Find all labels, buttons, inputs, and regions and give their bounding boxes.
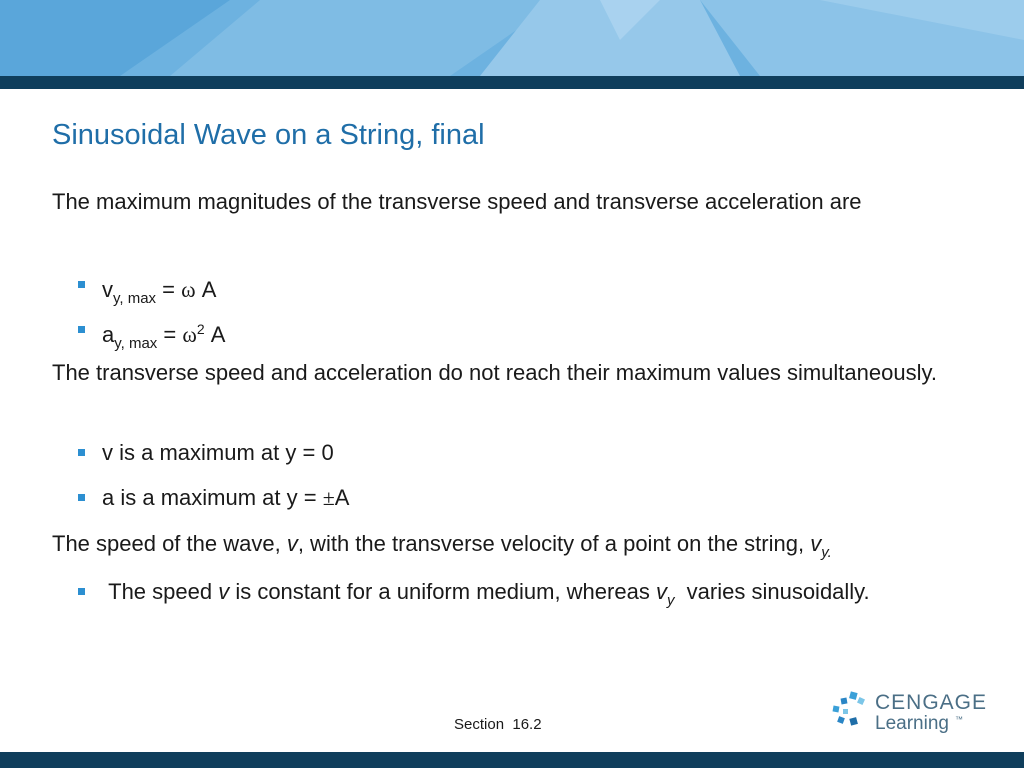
intro-paragraph: The maximum magnitudes of the transverse speed and transverse acceleration are <box>52 189 862 214</box>
bullet-square-icon <box>78 326 85 333</box>
bullet-text: v is a maximum at y = 0 <box>102 440 334 465</box>
bullet-square-icon <box>78 588 85 595</box>
bullet-text: The speed v is constant for a uniform medium, whereas $v_y$ varies sinusoidally. <box>102 579 870 609</box>
bullet-speed-constant <box>78 576 958 616</box>
bullet-square-icon <box>78 281 85 288</box>
header-rule <box>0 76 1024 89</box>
section-label: Section 16.2 <box>454 716 542 733</box>
bullet-text: a is a maximum at y = ±A <box>102 485 350 510</box>
bullet-text: $v_{y, max} = \omega$ A <box>102 277 217 307</box>
bullet-v-max-position <box>78 437 958 468</box>
cengage-logo-icon <box>830 690 870 730</box>
bullet-text: $a_{y, max} = \omega^2$ A <box>102 321 226 352</box>
bullet-square-icon <box>78 494 85 501</box>
footer-rule <box>0 752 1024 768</box>
cengage-logo <box>830 690 990 738</box>
bullet-square-icon <box>78 449 85 456</box>
logo-wordmark: CENGAGE <box>875 691 988 714</box>
simultaneity-paragraph: The transverse speed and acceleration do not reach their maximum values simultaneously. <box>52 360 937 385</box>
header-banner <box>0 0 1024 76</box>
bullet-a-max-position <box>78 482 958 513</box>
bullet-vy-max <box>78 269 958 314</box>
banner-graphic <box>0 0 1024 76</box>
logo-subtitle: Learning <box>875 713 949 734</box>
wave-speed-paragraph: The speed of the wave, v, with the transverse velocity of a point on the string, $v_{y.}$ <box>52 531 832 561</box>
logo-trademark: ™ <box>955 715 963 724</box>
bullet-ay-max <box>78 314 958 359</box>
slide-title: Sinusoidal Wave on a String, final <box>52 119 485 151</box>
